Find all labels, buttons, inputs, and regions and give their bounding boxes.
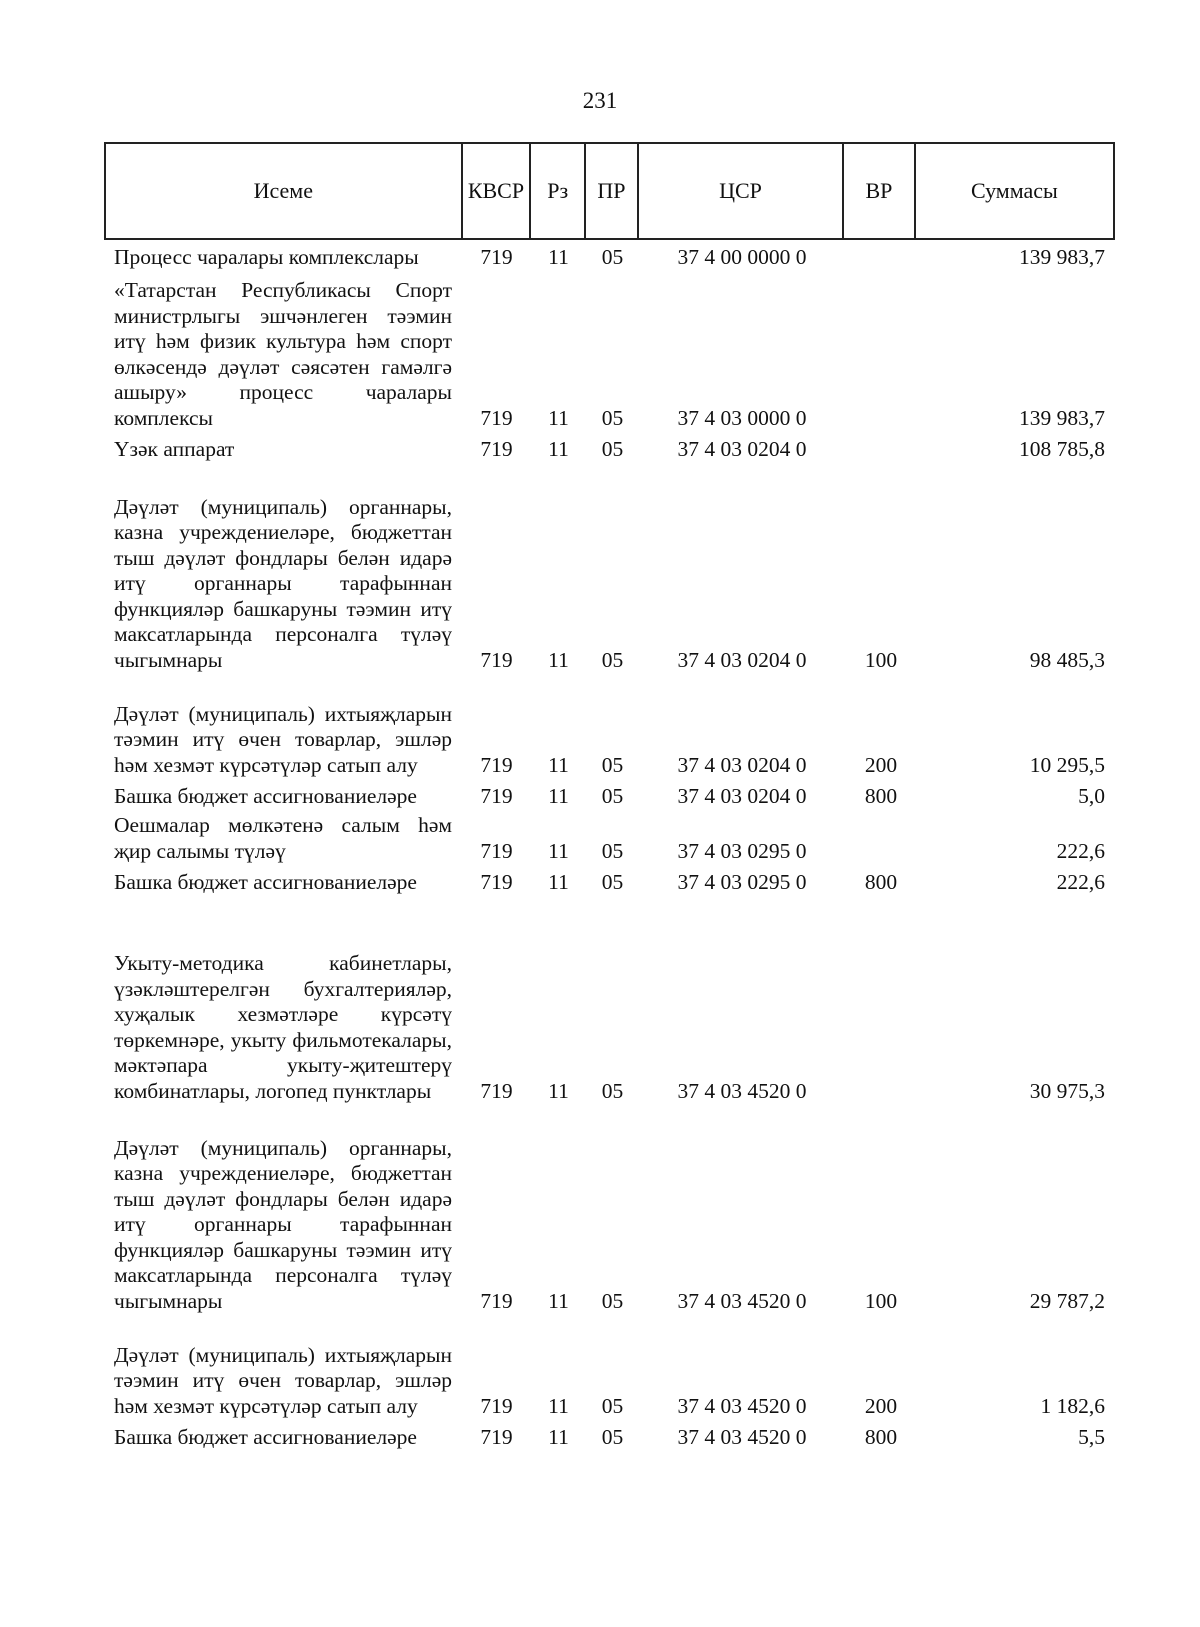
page-number: 231 bbox=[582, 88, 618, 113]
row-pr: 05 bbox=[601, 436, 624, 461]
column-header-pr: ПР bbox=[586, 144, 639, 238]
row-csr: 37 4 03 0204 0 bbox=[677, 752, 807, 777]
table-row bbox=[104, 431, 1115, 462]
row-name: Дәүләт (муниципаль) органнары, казна учреждениеләре, бюджеттан тыш дәүләт фондлары белән идарә итү органнары тарафыннан функцияләр башкаруны тәэмин итү максатларында персоналга түләү чыгымнары bbox=[114, 1135, 452, 1313]
row-pr: 05 bbox=[601, 647, 624, 672]
row-kvsr: 719 bbox=[480, 244, 513, 269]
row-sum: 139 983,7 bbox=[1019, 244, 1105, 269]
row-vr: 100 bbox=[864, 1288, 898, 1313]
row-pr: 05 bbox=[601, 783, 624, 808]
row-kvsr: 719 bbox=[480, 752, 513, 777]
row-rz: 11 bbox=[548, 436, 569, 461]
row-csr: 37 4 03 0000 0 bbox=[677, 405, 807, 430]
row-name: Үзәк аппарат bbox=[114, 436, 235, 461]
row-sum: 139 983,7 bbox=[1019, 405, 1105, 430]
row-pr: 05 bbox=[601, 405, 624, 430]
row-pr: 05 bbox=[601, 1393, 624, 1418]
row-name: Дәүләт (муниципаль) ихтыяҗларын тәэмин итү өчен товарлар, эшләр һәм хезмәт күрсәтүләр сатып алу bbox=[114, 1342, 452, 1418]
row-csr: 37 4 03 0204 0 bbox=[677, 647, 807, 672]
row-name: Дәүләт (муниципаль) органнары, казна учреждениеләре, бюджеттан тыш дәүләт фондлары белән идарә итү органнары тарафыннан функцияләр башкаруны тәэмин итү максатларында персоналга түләү чыгымнары bbox=[114, 494, 452, 672]
table-row bbox=[104, 270, 1115, 431]
row-rz: 11 bbox=[548, 244, 569, 269]
row-csr: 37 4 03 0204 0 bbox=[677, 783, 807, 808]
table-row bbox=[104, 1419, 1115, 1450]
row-kvsr: 719 bbox=[480, 1424, 513, 1449]
row-kvsr: 719 bbox=[480, 1078, 513, 1103]
table-row bbox=[104, 895, 1115, 1104]
row-csr: 37 4 03 0295 0 bbox=[677, 838, 807, 863]
row-sum: 222,6 bbox=[1056, 869, 1105, 894]
row-name: Башка бюджет ассигнованиеләре bbox=[114, 1424, 417, 1449]
column-header-name: Исеме bbox=[106, 144, 463, 238]
row-pr: 05 bbox=[601, 838, 624, 863]
row-name: Башка бюджет ассигнованиеләре bbox=[114, 783, 417, 808]
row-pr: 05 bbox=[601, 244, 624, 269]
table-row bbox=[104, 1314, 1115, 1419]
row-name: Дәүләт (муниципаль) ихтыяҗларын тәэмин итү өчен товарлар, эшләр һәм хезмәт күрсәтүләр сатып алу bbox=[114, 701, 452, 777]
row-pr: 05 bbox=[601, 1288, 624, 1313]
table-row bbox=[104, 673, 1115, 778]
row-rz: 11 bbox=[548, 647, 569, 672]
row-vr: 200 bbox=[864, 752, 898, 777]
row-vr: 800 bbox=[864, 869, 898, 894]
row-kvsr: 719 bbox=[480, 647, 513, 672]
row-sum: 30 975,3 bbox=[1029, 1078, 1105, 1103]
column-header-sum: Суммасы bbox=[970, 178, 1058, 203]
column-header-kvsr: КВСР bbox=[463, 144, 532, 238]
row-vr: 100 bbox=[864, 647, 898, 672]
row-rz: 11 bbox=[548, 783, 569, 808]
row-sum: 10 295,5 bbox=[1029, 752, 1105, 777]
row-rz: 11 bbox=[548, 1424, 569, 1449]
row-csr: 37 4 03 4520 0 bbox=[677, 1424, 807, 1449]
row-kvsr: 719 bbox=[480, 838, 513, 863]
row-vr: 800 bbox=[864, 783, 898, 808]
row-kvsr: 719 bbox=[480, 1393, 513, 1418]
table-row bbox=[104, 809, 1115, 864]
row-rz: 11 bbox=[548, 752, 569, 777]
row-pr: 05 bbox=[601, 752, 624, 777]
table-row bbox=[104, 864, 1115, 895]
row-kvsr: 719 bbox=[480, 436, 513, 461]
column-header-csr: ЦСР bbox=[639, 144, 844, 238]
row-name: Башка бюджет ассигнованиеләре bbox=[114, 869, 417, 894]
row-rz: 11 bbox=[548, 1288, 569, 1313]
row-csr: 37 4 03 4520 0 bbox=[677, 1393, 807, 1418]
table-header bbox=[104, 142, 1115, 240]
row-rz: 11 bbox=[548, 405, 569, 430]
row-kvsr: 719 bbox=[480, 869, 513, 894]
row-sum: 1 182,6 bbox=[1040, 1393, 1105, 1418]
row-pr: 05 bbox=[601, 1078, 624, 1103]
row-rz: 11 bbox=[548, 838, 569, 863]
table-row bbox=[104, 240, 1115, 270]
row-csr: 37 4 03 4520 0 bbox=[677, 1288, 807, 1313]
row-sum: 108 785,8 bbox=[1019, 436, 1105, 461]
row-sum: 5,0 bbox=[1078, 783, 1105, 808]
row-csr: 37 4 03 4520 0 bbox=[677, 1078, 807, 1103]
row-vr: 200 bbox=[864, 1393, 898, 1418]
row-sum: 5,5 bbox=[1078, 1424, 1105, 1449]
row-sum: 98 485,3 bbox=[1029, 647, 1105, 672]
row-kvsr: 719 bbox=[480, 1288, 513, 1313]
row-pr: 05 bbox=[601, 869, 624, 894]
column-header-vr: ВР bbox=[844, 144, 916, 238]
row-vr: 800 bbox=[864, 1424, 898, 1449]
table-row bbox=[104, 778, 1115, 809]
row-rz: 11 bbox=[548, 1078, 569, 1103]
row-csr: 37 4 03 0204 0 bbox=[677, 436, 807, 461]
row-csr: 37 4 00 0000 0 bbox=[677, 244, 807, 269]
row-sum: 222,6 bbox=[1056, 838, 1105, 863]
row-name: Оешмалар мөлкәтенә салым һәм җир салымы түләү bbox=[114, 813, 452, 863]
row-kvsr: 719 bbox=[480, 783, 513, 808]
table-row bbox=[104, 462, 1115, 673]
row-csr: 37 4 03 0295 0 bbox=[677, 869, 807, 894]
column-header-rz: Рз bbox=[531, 144, 586, 238]
table-row bbox=[104, 1104, 1115, 1314]
row-kvsr: 719 bbox=[480, 405, 513, 430]
row-rz: 11 bbox=[548, 1393, 569, 1418]
row-pr: 05 bbox=[601, 1424, 624, 1449]
row-sum: 29 787,2 bbox=[1029, 1288, 1105, 1313]
row-name: Процесс чаралары комплекслары bbox=[114, 244, 419, 269]
row-rz: 11 bbox=[548, 869, 569, 894]
row-name: «Татарстан Республикасы Спорт министрлыгы эшчәнлеген тәэмин итү һәм физик культура һәм спорт өлкәсендә дәүләт сәясәтен гамәлгә ашыру» процесс чаралары комплексы bbox=[114, 278, 452, 430]
table-body bbox=[104, 240, 1115, 1450]
row-name: Укыту-методика кабинетлары, үзәкләштерелгән бухгалтерияләр, хуҗалык хезмәтләре күрсәтү төркемнәре, укыту фильмотекалары, мәктәпара укыту-җитештерү комбинатлары, логопед пунктлары bbox=[114, 951, 452, 1103]
